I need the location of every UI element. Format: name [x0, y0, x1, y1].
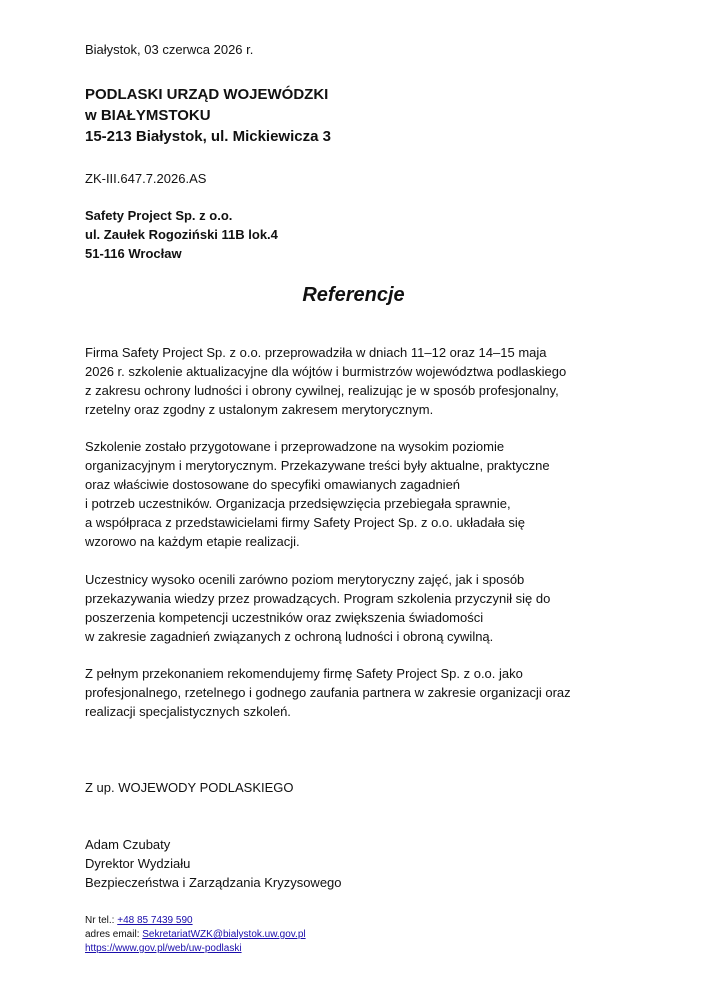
body-paragraph-3: [85, 570, 645, 646]
paragraph-line: Szkolenie zostało przygotowane i przeprowadzone na wysokim poziomie: [85, 439, 505, 454]
paragraph-line: profesjonalnego, rzetelnego i godnego zaufania partnera w zakresie organizacji oraz: [85, 685, 571, 700]
recipient-name: Safety Project Sp. z o.o.: [85, 208, 233, 223]
phone-line: [85, 914, 645, 928]
issuer-street: 15-213 Białystok, ul. Mickiewicza 3: [85, 128, 331, 145]
signatory-position: Dyrektor Wydziału: [85, 856, 191, 871]
issuer-city: w BIAŁYMSTOKU: [85, 107, 211, 124]
paragraph-line: rzetelny oraz zgodny z ustalonym zakresem merytorycznym.: [85, 402, 434, 417]
document-date: [85, 41, 645, 59]
paragraph-line: oraz właściwie dostosowane do specyfiki omawianych zagadnień: [85, 477, 461, 492]
authorization-line: [85, 779, 645, 797]
paragraph-line: przekazywania wiedzy przez prowadzących. Program szkolenia przyczynił się do: [85, 591, 551, 606]
authorization-text: Z up. WOJEWODY PODLASKIEGO: [85, 780, 294, 795]
website-link[interactable]: https://www.gov.pl/web/uw-podlaski: [85, 943, 242, 954]
signatory-name: Adam Czubaty: [85, 837, 171, 852]
body-paragraph-2: [85, 437, 645, 551]
document-title: Referencje: [302, 284, 405, 306]
reference-number-text: ZK-III.647.7.2026.AS: [85, 171, 207, 186]
paragraph-line: poszerzenia kompetencji uczestników oraz zwiększenia świadomości: [85, 610, 484, 625]
contact-footer: [85, 914, 645, 956]
paragraph-line: Uczestnicy wysoko ocenili zarówno poziom merytoryczny zajęć, jak i sposób: [85, 572, 525, 587]
paragraph-line: organizacyjnym i merytorycznym. Przekazywane treści były aktualne, praktyczne: [85, 458, 550, 473]
phone-label: Nr tel.:: [85, 915, 115, 926]
signatory-department: Bezpieczeństwa i Zarządzania Kryzysowego: [85, 875, 342, 890]
recipient-city: 51-116 Wrocław: [85, 246, 182, 261]
paragraph-line: Z pełnym przekonaniem rekomendujemy firmę Safety Project Sp. z o.o. jako: [85, 666, 523, 681]
phone-link[interactable]: +48 85 7439 590: [117, 915, 193, 926]
email-link[interactable]: SekretariatWZK@bialystok.uw.gov.pl: [142, 929, 306, 940]
recipient-street: ul. Zaułek Rogoziński 11B lok.4: [85, 227, 278, 242]
paragraph-line: 2026 r. szkolenie aktualizacyjne dla wójtów i burmistrzów województwa podlaskiego: [85, 364, 567, 379]
body-paragraph-1: [85, 343, 645, 419]
issuer-address: [85, 84, 645, 147]
issuer-name: PODLASKI URZĄD WOJEWÓDZKI: [85, 86, 329, 103]
paragraph-line: wzorowo na każdym etapie realizacji.: [85, 534, 300, 549]
paragraph-line: i potrzeb uczestników. Organizacja przedsięwzięcia przebiegała sprawnie,: [85, 496, 511, 511]
paragraph-line: realizacji specjalistycznych szkoleń.: [85, 704, 291, 719]
paragraph-line: a współpraca z przedstawicielami firmy Safety Project Sp. z o.o. układała się: [85, 515, 526, 530]
signature-block: [85, 835, 645, 892]
paragraph-line: Firma Safety Project Sp. z o.o. przeprowadziła w dniach 11–12 oraz 14–15 maja: [85, 345, 547, 360]
paragraph-line: w zakresie zagadnień związanych z ochroną ludności i obroną cywilną.: [85, 629, 494, 644]
email-label: adres email:: [85, 929, 140, 940]
paragraph-line: z zakresu ochrony ludności i obrony cywilnej, realizując je w sposób profesjonalny,: [85, 383, 559, 398]
email-line: [85, 928, 645, 942]
recipient-address: [85, 206, 645, 263]
reference-number: [85, 170, 645, 188]
body-paragraph-4: [85, 664, 645, 721]
date-text: Białystok, 03 czerwca 2026 r.: [85, 42, 254, 57]
website-line: [85, 942, 645, 956]
